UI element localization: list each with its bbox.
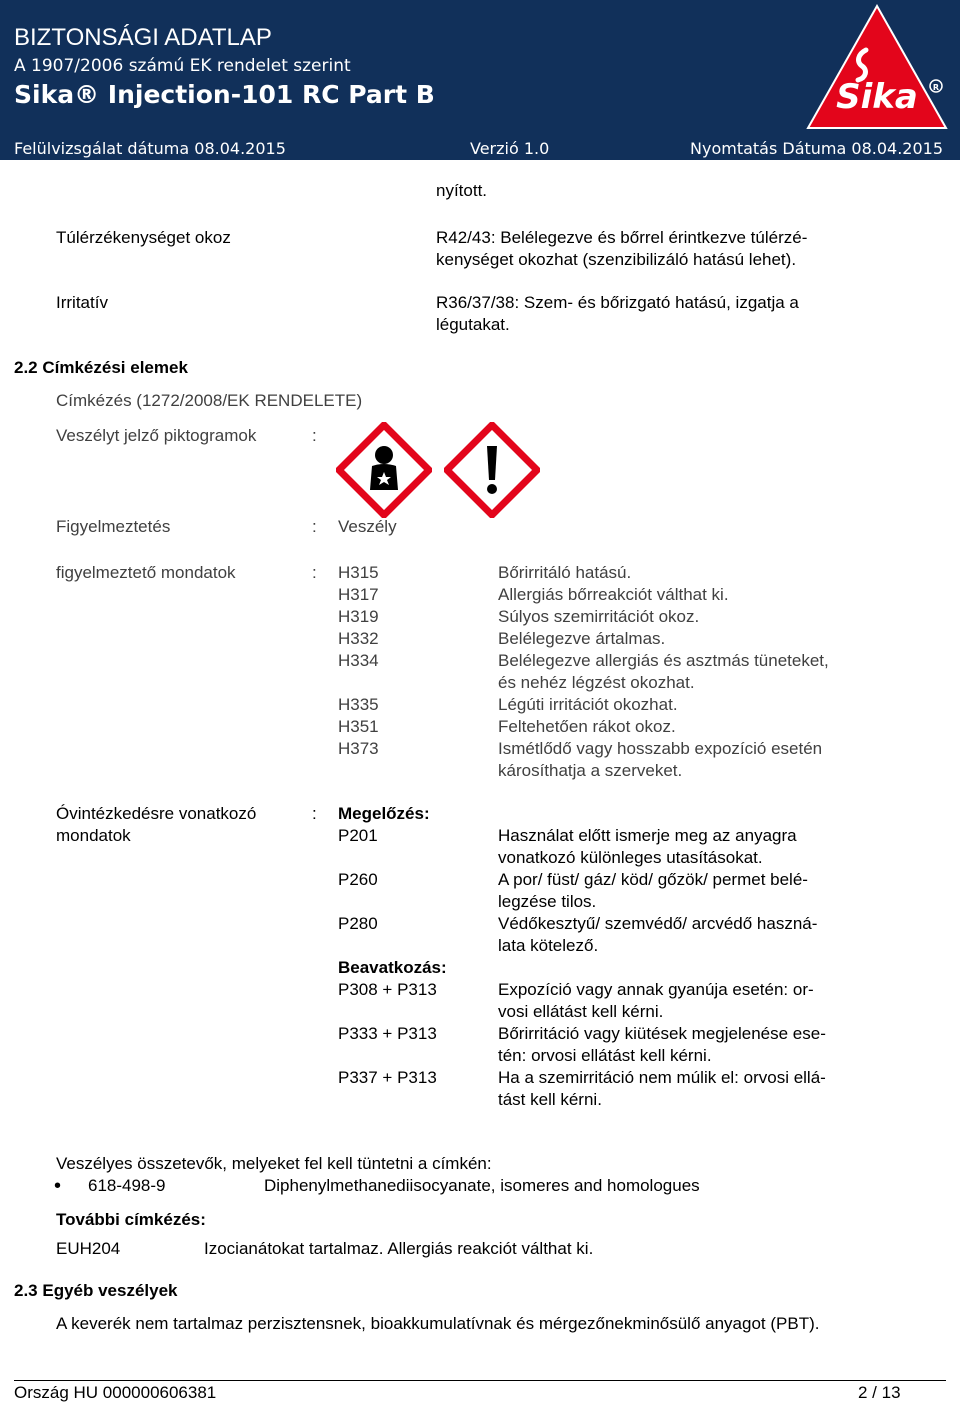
signal-word: Veszély [338, 517, 397, 536]
regulation-text: A 1907/2006 számú EK rendelet szerint [14, 56, 351, 76]
labelling-subtitle: Címkézés (1272/2008/EK RENDELETE) [56, 391, 363, 410]
hazard-text: Légúti irritációt okozhat. [498, 695, 678, 714]
additional-labelling-heading: További címkézés: [56, 1210, 206, 1229]
svg-text:Sika: Sika [836, 77, 918, 117]
precaution-text: legzése tilos. [498, 892, 597, 911]
hazard-code: H373 [338, 739, 379, 758]
precaution-text: Védőkesztyű/ szemvédő/ arcvédő haszná- [498, 914, 818, 933]
precaution-code: P333 + P313 [338, 1024, 437, 1043]
precaution-text: tén: orvosi ellátást kell kérni. [498, 1046, 712, 1065]
hazard-code: H335 [338, 695, 379, 714]
precaution-label: mondatok [56, 826, 131, 845]
hazard-statements-label: figyelmeztető mondatok [56, 563, 236, 582]
exclamation-mark-icon [444, 422, 540, 518]
hazard-text: Ismétlődő vagy hosszabb expozíció esetén [498, 739, 823, 758]
hazard-code: H332 [338, 629, 379, 648]
hazard-code: H315 [338, 563, 379, 582]
other-hazards-text: A keverék nem tartalmaz perzisztensnek, bioakkumulatívnak és mérgezőnekminősülő anyagot (PBT). [56, 1314, 820, 1333]
precaution-text: Ha a szemirritáció nem múlik el: orvosi ellá- [498, 1068, 826, 1087]
components-heading: Veszélyes összetevők, melyeket fel kell tüntetni a címkén: [56, 1154, 492, 1173]
pictograms-label: Veszélyt jelző piktogramok [56, 426, 257, 445]
precaution-label: Óvintézkedésre vonatkozó [56, 804, 257, 823]
precaution-code: P337 + P313 [338, 1068, 437, 1087]
colon: : [312, 517, 317, 536]
section-title: 2.3 Egyéb veszélyek [14, 1281, 178, 1300]
signal-word-label: Figyelmeztetés [56, 517, 171, 536]
precaution-code: P280 [338, 914, 378, 933]
footer-country: Ország HU 000000606381 [14, 1383, 217, 1402]
precaution-text: tást kell kérni. [498, 1090, 602, 1109]
euh-text: Izocianátokat tartalmaz. Allergiás reakciót válthat ki. [204, 1239, 594, 1258]
hazard-text: Allergiás bőrreakciót válthat ki. [498, 585, 729, 604]
svg-text:R: R [932, 83, 940, 92]
colon: : [312, 804, 317, 823]
classification-phrase: légutakat. [436, 315, 510, 334]
component-ec-number: 618-498-9 [88, 1176, 166, 1195]
document-title: BIZTONSÁGI ADATLAP [14, 24, 272, 51]
hazard-text: Súlyos szemirritációt okoz. [498, 607, 700, 626]
page-number: 2 / 13 [858, 1383, 901, 1402]
revision-date: Felülvizsgálat dátuma 08.04.2015 [14, 139, 286, 158]
precaution-code: P201 [338, 826, 378, 845]
document-header [0, 0, 960, 160]
hazard-code: H351 [338, 717, 379, 736]
precaution-text: A por/ füst/ gáz/ köd/ gőzök/ permet belé- [498, 870, 808, 889]
precaution-text: lata kötelező. [498, 936, 599, 955]
precaution-text: Használat előtt ismerje meg az anyagra [498, 826, 797, 845]
hazard-text: Belélegezve ártalmas. [498, 629, 666, 648]
component-name: Diphenylmethanediisocyanate, isomeres and homologues [264, 1176, 700, 1195]
colon: : [312, 563, 317, 582]
classification-label: Irritatív [56, 293, 108, 312]
hazard-code: H319 [338, 607, 379, 626]
sika-logo [806, 4, 948, 132]
hazard-text: Feltehetően rákot okoz. [498, 717, 676, 736]
classification-phrase: kenységet okozhat (szenzibilizáló hatású lehet). [436, 250, 797, 269]
classification-phrase: R42/43: Belélegezve és bőrrel érintkezve túlérzé- [436, 228, 808, 247]
response-heading: Beavatkozás: [338, 958, 447, 977]
version-number: Verzió 1.0 [470, 139, 550, 158]
precaution-code: P308 + P313 [338, 980, 437, 999]
precaution-code: P260 [338, 870, 378, 889]
hazard-text: Belélegezve allergiás és asztmás tüneteket, [498, 651, 829, 670]
precaution-text: Bőrirritáció vagy kiütések megjelenése ese- [498, 1024, 826, 1043]
colon: : [312, 426, 317, 445]
precaution-text: vonatkozó különleges utasításokat. [498, 848, 763, 867]
health-hazard-icon [336, 422, 432, 518]
footer-divider [14, 1380, 946, 1381]
classification-phrase: R36/37/38: Szem- és bőrizgató hatású, izgatja a [436, 293, 799, 312]
classification-label: Túlérzékenységet okoz [56, 228, 231, 247]
print-date: Nyomtatás Dátuma 08.04.2015 [690, 139, 944, 158]
prevention-heading: Megelőzés: [338, 804, 430, 823]
hazard-text: és nehéz légzést okozhat. [498, 673, 695, 692]
hazard-code: H334 [338, 651, 379, 670]
continuation-text: nyított. [436, 181, 488, 200]
hazard-text: károsíthatja a szerveket. [498, 761, 683, 780]
bullet: • [54, 1175, 62, 1197]
hazard-code: H317 [338, 585, 379, 604]
euh-code: EUH204 [56, 1239, 121, 1258]
product-name: Sika® Injection-101 RC Part B [14, 80, 435, 109]
section-title: 2.2 Címkézési elemek [14, 358, 188, 377]
hazard-text: Bőrirritáló hatású. [498, 563, 632, 582]
precaution-text: Expozíció vagy annak gyanúja esetén: or- [498, 980, 814, 999]
precaution-text: vosi ellátást kell kérni. [498, 1002, 664, 1021]
